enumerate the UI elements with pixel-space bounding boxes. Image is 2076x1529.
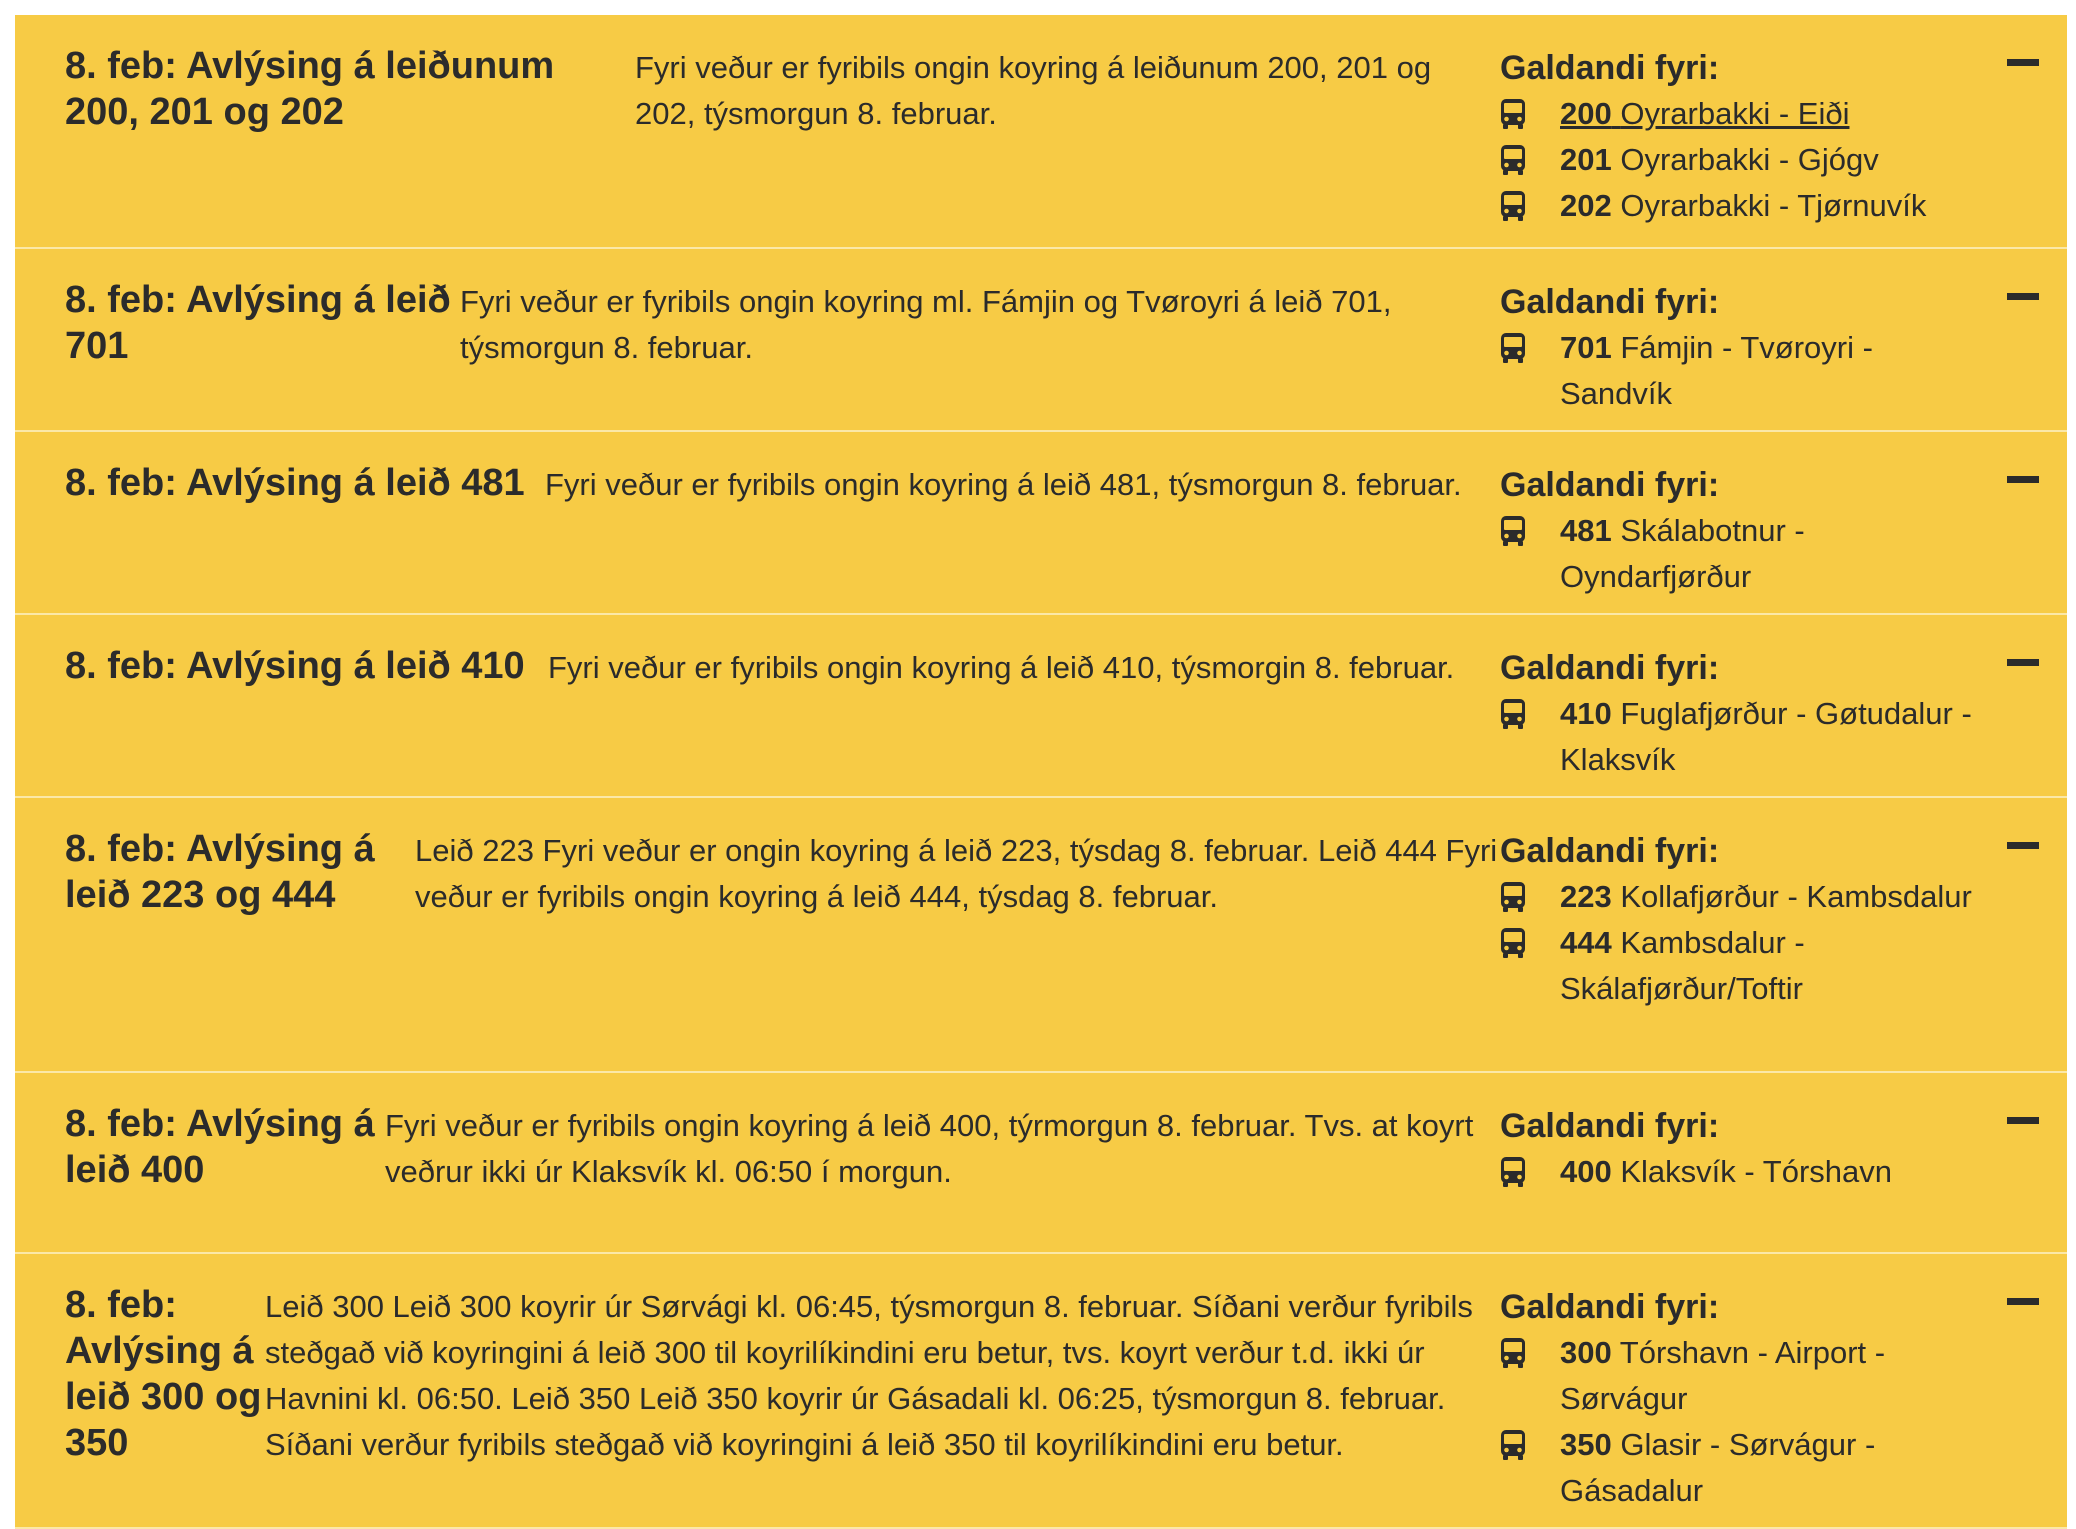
route-item: [1500, 874, 1987, 920]
affected-routes: [1500, 643, 1987, 796]
route-link[interactable]: [1560, 1330, 1987, 1422]
bus-icon: [1500, 691, 1560, 737]
applies-to-label: Galdandi fyri:: [1500, 466, 1720, 504]
alert-description: Fyri veður er fyribils ongin koyring ml. Fámjin og Tvøroyri á leið 701, týsmorgun 8. februar.: [460, 284, 1392, 365]
applies-to-label: Galdandi fyri:: [1500, 1107, 1720, 1145]
applies-to-label: Galdandi fyri:: [1500, 832, 1720, 870]
bus-icon: [1500, 1149, 1560, 1195]
route-item: [1500, 1330, 1987, 1422]
route-link[interactable]: [1560, 91, 1987, 137]
route-number: 481: [1560, 513, 1612, 548]
route-link[interactable]: [1560, 1422, 1987, 1514]
applies-to-label: Galdandi fyri:: [1500, 649, 1720, 687]
route-link[interactable]: [1560, 183, 1987, 229]
route-link[interactable]: [1560, 508, 1987, 600]
route-number: 223: [1560, 879, 1612, 914]
alert-description: Fyri veður er fyribils ongin koyring á leið 400, týrmorgun 8. februar. Tvs. at koyrt veðrur ikki úr Klaksvík kl. 06:50 í morgun.: [385, 1108, 1474, 1189]
route-item: [1500, 920, 1987, 1012]
route-name: Oyrarbakki - Tjørnuvík: [1620, 188, 1927, 223]
route-number: 200: [1560, 96, 1612, 131]
affected-routes: [1500, 1282, 1987, 1527]
bus-icon: [1500, 920, 1560, 966]
route-name: Glasir - Sørvágur - Gásadalur: [1560, 1427, 1876, 1508]
alert-item: [15, 1073, 2067, 1254]
affected-routes: [1500, 43, 1987, 247]
alerts-list: [15, 15, 2067, 1529]
bus-icon: [1500, 91, 1560, 137]
alert-item: [15, 1254, 2067, 1529]
route-number: 444: [1560, 925, 1612, 960]
collapse-button[interactable]: [2007, 293, 2039, 300]
route-name: Klaksvík - Tórshavn: [1620, 1154, 1892, 1189]
route-item: [1500, 325, 1987, 417]
collapse-button[interactable]: [2007, 659, 2039, 666]
collapse-button[interactable]: [2007, 1117, 2039, 1124]
alert-title: 8. feb: Avlýsing á leiðunum 200, 201 og 202: [65, 45, 555, 133]
route-number: 350: [1560, 1427, 1612, 1462]
route-number: 300: [1560, 1335, 1612, 1370]
route-number: 410: [1560, 696, 1612, 731]
affected-routes: [1500, 1101, 1987, 1252]
alert-description: Fyri veður er fyribils ongin koyring á leiðunum 200, 201 og 202, týsmorgun 8. februar.: [635, 50, 1432, 131]
alert-title: 8. feb: Avlýsing á leið 400: [65, 1103, 375, 1191]
route-item: [1500, 137, 1987, 183]
collapse-button[interactable]: [2007, 1298, 2039, 1305]
alert-title: 8. feb: Avlýsing á leið 701: [65, 279, 451, 367]
route-number: 701: [1560, 330, 1612, 365]
bus-icon: [1500, 325, 1560, 371]
alert-title: 8. feb: Avlýsing á leið 300 og 350: [65, 1284, 262, 1464]
alert-item: [15, 15, 2067, 249]
route-link[interactable]: [1560, 1149, 1987, 1195]
route-link[interactable]: [1560, 691, 1987, 783]
route-item: [1500, 1422, 1987, 1514]
affected-routes: [1500, 826, 1987, 1071]
route-name: Oyrarbakki - Eiði: [1620, 96, 1850, 131]
bus-icon: [1500, 1330, 1560, 1376]
route-item: [1500, 91, 1987, 137]
route-number: 202: [1560, 188, 1612, 223]
alert-description: Leið 223 Fyri veður er ongin koyring á leið 223, týsdag 8. februar. Leið 444 Fyri veður er fyribils ongin koyring á leið 444, týsdag 8. februar.: [415, 833, 1498, 914]
collapse-button[interactable]: [2007, 59, 2039, 66]
applies-to-label: Galdandi fyri:: [1500, 49, 1720, 87]
bus-icon: [1500, 183, 1560, 229]
route-number: 201: [1560, 142, 1612, 177]
route-item: [1500, 183, 1987, 229]
route-name: Tórshavn - Airport - Sørvágur: [1560, 1335, 1886, 1416]
route-link[interactable]: [1560, 920, 1987, 1012]
route-link[interactable]: [1560, 325, 1987, 417]
route-name: Fuglafjørður - Gøtudalur - Klaksvík: [1560, 696, 1972, 777]
alert-item: [15, 432, 2067, 615]
alert-description: Fyri veður er fyribils ongin koyring á leið 410, týsmorgin 8. februar.: [548, 650, 1455, 685]
collapse-button[interactable]: [2007, 842, 2039, 849]
route-name: Kambsdalur - Skálafjørður/Toftir: [1560, 925, 1805, 1006]
route-link[interactable]: [1560, 874, 1987, 920]
bus-icon: [1500, 874, 1560, 920]
route-item: [1500, 1149, 1987, 1195]
affected-routes: [1500, 277, 1987, 430]
route-name: Oyrarbakki - Gjógv: [1620, 142, 1879, 177]
applies-to-label: Galdandi fyri:: [1500, 1288, 1720, 1326]
alert-description: Fyri veður er fyribils ongin koyring á leið 481, týsmorgun 8. februar.: [545, 467, 1462, 502]
bus-icon: [1500, 1422, 1560, 1468]
alert-description: Leið 300 Leið 300 koyrir úr Sørvági kl. 06:45, týsmorgun 8. februar. Síðani verður fyribils steðgað við koyringini á leið 300 til koyrilíkindini eru betur, tvs. koyrt verður t.d. ikki úr Havnini kl. 06:50. Leið 350 Leið 350 koyrir úr Gásadali kl. 06:25, týsmorgun 8. februar. Síðani verður fyribils steðgað við koyringini á leið 350 til koyrilíkindini eru betur.: [265, 1289, 1473, 1462]
route-name: Skálabotnur - Oyndarfjørður: [1560, 513, 1805, 594]
alert-item: [15, 615, 2067, 798]
alert-item: [15, 798, 2067, 1073]
route-number: 400: [1560, 1154, 1612, 1189]
route-item: [1500, 508, 1987, 600]
applies-to-label: Galdandi fyri:: [1500, 283, 1720, 321]
bus-icon: [1500, 137, 1560, 183]
route-name: Kollafjørður - Kambsdalur: [1620, 879, 1972, 914]
alert-title: 8. feb: Avlýsing á leið 410: [65, 645, 525, 687]
affected-routes: [1500, 460, 1987, 613]
bus-icon: [1500, 508, 1560, 554]
route-item: [1500, 691, 1987, 783]
route-link[interactable]: [1560, 137, 1987, 183]
collapse-button[interactable]: [2007, 476, 2039, 483]
alert-title: 8. feb: Avlýsing á leið 223 og 444: [65, 828, 375, 916]
route-name: Fámjin - Tvøroyri - Sandvík: [1560, 330, 1873, 411]
alert-title: 8. feb: Avlýsing á leið 481: [65, 462, 525, 504]
alert-item: [15, 249, 2067, 432]
